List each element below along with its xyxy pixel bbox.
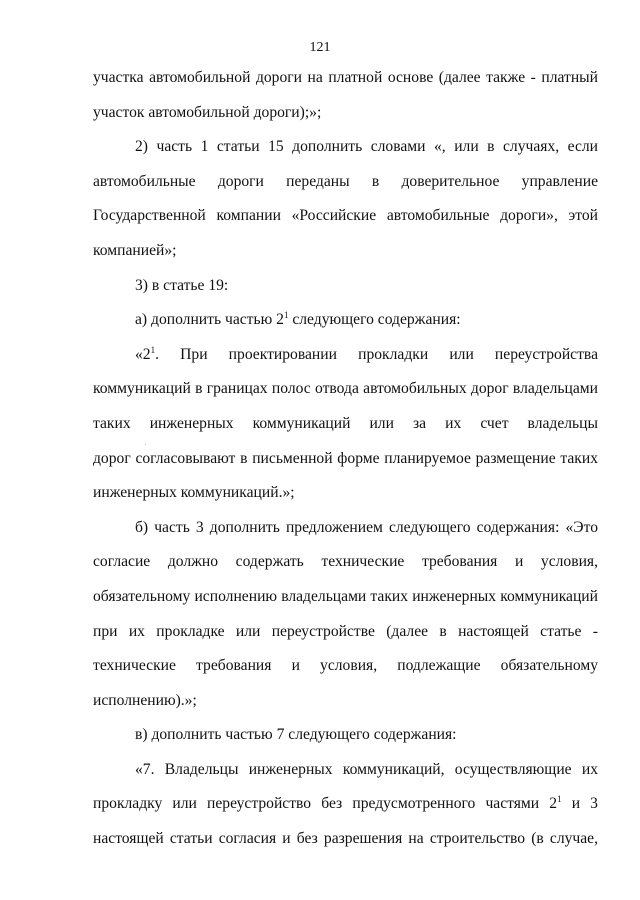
text-segment: . При проектировании прокладки или переустройства: [155, 345, 598, 363]
text-line: при их прокладке или переустройстве (далее в настоящей статье -: [93, 622, 598, 640]
text-segment: а) дополнить частью 2: [135, 311, 284, 329]
text-line: технические требования и условия, подлежащие обязательному: [93, 657, 598, 675]
text-line: Государственной компании «Российские автомобильные дороги», этой: [93, 207, 598, 225]
text-line: [93, 306, 598, 341]
text-line: согласие должно содержать технические требования и условия,: [93, 553, 598, 571]
text-line: участок автомобильной дороги);»;: [93, 103, 322, 121]
document-body: [93, 64, 598, 860]
text-segment: прокладку или переустройство без предусмотренного частями 2: [93, 795, 558, 813]
text-line: 3) в статье 19:: [135, 276, 229, 294]
text-line: настоящей статьи согласия и без разрешения на строительство (в случае,: [93, 830, 598, 848]
text-segment: и 3: [561, 795, 598, 813]
text-line: [93, 790, 598, 825]
superscript: 1: [150, 344, 156, 355]
text-line: инженерных коммуникаций.»;: [93, 484, 295, 502]
text-line: 2) часть 1 статьи 15 дополнить словами «, или в случаях, если: [135, 138, 598, 156]
text-line: обязательному исполнению владельцами таких инженерных коммуникаций: [93, 587, 598, 605]
page-number: 121: [309, 40, 331, 55]
text-line: таких инженерных коммуникаций или за их счет владельцы: [93, 414, 598, 432]
text-line: «7. Владельцы инженерных коммуникаций, осуществляющие их: [135, 760, 598, 778]
text-line: исполнению).»;: [93, 691, 197, 709]
text-line: автомобильные дороги переданы в доверительное управление: [93, 172, 598, 190]
text-line: в) дополнить частью 7 следующего содержания:: [135, 726, 457, 744]
text-line: участка автомобильной дороги на платной основе (далее также - платный: [93, 69, 598, 86]
text-segment: следующего содержания:: [288, 311, 461, 329]
text-line: компанией»;: [93, 241, 177, 259]
superscript: 1: [557, 794, 562, 805]
text-line: дорог согласовывают в письменной форме планируемое размещение таких: [93, 449, 598, 467]
text-line: коммуникаций в границах полос отвода автомобильных дорог владельцами: [93, 380, 598, 398]
text-line: [93, 341, 598, 376]
text-line: б) часть 3 дополнить предложением следующего содержания: «Это: [135, 518, 598, 536]
text-segment: «2: [135, 345, 151, 363]
superscript: 1: [283, 310, 289, 321]
